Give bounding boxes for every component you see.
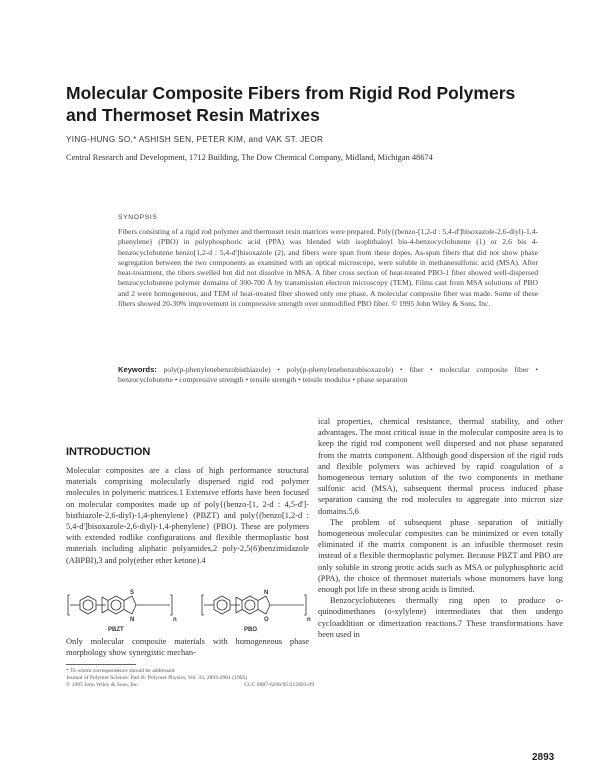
pbo-label: PBO — [244, 627, 258, 633]
pbzt-subscript: n — [173, 617, 177, 623]
pbzt-label: PBZT — [108, 627, 124, 633]
keywords-label: Keywords: — [118, 365, 157, 374]
pbo-nitrogen-atom: N — [264, 590, 269, 596]
footnote-copyright: © 1995 John Wiley & Sons, Inc. — [66, 682, 139, 689]
pbzt-nitrogen-atom: N — [130, 617, 135, 623]
footnote-divider — [66, 664, 136, 665]
footnotes — [66, 668, 314, 690]
intro-right-column — [318, 416, 563, 640]
intro-left-paragraph-2: Only molecular composite materials with homogeneous phase morphology show synergistic mechan- — [66, 637, 309, 658]
paper-title: Molecular Composite Fibers from Rigid Rod Polymers and Thermoset Resin Matrixes — [66, 83, 516, 125]
pbo-structure — [202, 595, 306, 615]
pbzt-sulfur-atom: S — [130, 590, 135, 596]
page-number: 2893 — [532, 752, 555, 763]
author-list: YING-HUNG SO,* ASHISH SEN, PETER KIM, and VAK ST. JEOR — [66, 135, 324, 144]
affiliation: Central Research and Development, 1712 Building, The Dow Chemical Company, Midland, Michigan 48674 — [66, 153, 433, 162]
pbzt-structure — [68, 595, 172, 615]
intro-left-paragraph: Molecular composites are a class of high performance structural materials comprising molecularly dispersed rigid rod polymer molecules in polymeric matrices.1 Extensive efforts have been focused on molecular composites made up of poly{(benzo-[1, 2-d : 4,5-d']-bisthiazole-2,6-diyl)-1,4-phenylene} (PBZT) and poly{(benzo[1,2-d : 5,4-d']bisoxazole-2,6-diyl)-1,4-phenylene} (PBO). These are polymers with extended rodlike configurations and flexible thermoplastic host materials including aliphatic polyamides,2 poly-2,5(6)benzimidazole (ABPBI),3 and poly(ether ether ketone).4 — [66, 466, 309, 565]
footnote-journal: Journal of Polymer Science: Part B: Polymer Physics, Vol. 33, 2893-2901 (1995) — [66, 675, 248, 682]
intro-right-paragraph-3: Benzocyclobutenes thermally ring open to produce o-quinodimethanes (o-xylylene) intermediates that then undergo cycloaddition or dimerization reactions.7 These transformations have been used in — [318, 596, 563, 639]
synopsis-text: Fibers consisting of a rigid rod polymer and thermoset resin matrices were prepared. Poly{(benzo-[1,2-d : 5,4-d']bisoxazole-2,6-diyl)-1,4-phenylene} (PBO) in polyphosphoric acid (PPA) was blended with isophthaloyl bis-4-benzocyclobutene (1) or 2,6 bis 4-benzocyclobutene benzo[1,2-d : 5,4-d']bisoxazole (2), and fibers were spun from these dopes. As-spun fibers that did not show phase segregation between the two components as examined with an optical microscope, were soluble in methanesulfonic acid (MSA). After heat-treatment, the tibers swelled but did not dissolve in MSA. A fiber cross section of heat-treated PBO-1 fiber showed well-dispersed benzocyclobutene polymer domains of 300-700 Å by transmission electron microscopy (TEM). Films cast from MSA solutions of PBO and 2 were homogeneous, and TEM of heat-treated fiber showed only one phase. A molecular composite fiber was made. Some of these fibers showed 20-30% improvement in compressive strength over unmodified PBO fiber. © 1995 John Wiley & Sons, Inc. — [118, 227, 538, 309]
intro-right-paragraph-2: The problem of subsequent phase separation of initially homogeneous molecular composites can be minimized or even totally eliminated if the matrix component is an infusible thermoset resin instead of a flexible thermoplastic polymer. Because PBZT and PBO are only soluble in strong protic acids such as MSA or polyphosphoric acid (PPA), the choice of thermoset materials whose monomers have long enough pot life in these strong acids is limited. — [318, 517, 563, 595]
footnote-correspondence: * To whom correspondence should be addressed. — [66, 668, 176, 674]
section-heading-introduction: INTRODUCTION — [66, 446, 151, 458]
intro-right-paragraph-1: ical properties, chemical resistance, thermal stability, and other advantages. The most critical issue in the molecular composite area is to keep the rigid rod component well dispersed and not phase separated from the matrix component. Although good dispersion of the rigid rods and flexible polymers was achieved by rapid coagulation of a homogeneous ternary solution of the two components in methane sulfonic acid (MSA), subsequent thermal process induced phase separation causing the rod molecules to aggregate into micron size domains.5,6 — [318, 417, 563, 516]
pbo-subscript: n — [307, 617, 311, 623]
footnote-ccc-code: CCC 0887-6266/95/212893-09 — [244, 682, 314, 689]
synopsis-heading: SYNOPSIS — [118, 214, 158, 221]
keywords — [118, 365, 538, 386]
keywords-list: poly(p-phenylenebenzobisthiazole) • poly(p-phenylenebenzobisoxazole) • fiber • molecular composite fiber • benzocyclobutene • compressive strength • tensile strength • tensile modulus • phase separation — [118, 365, 538, 385]
chemical-structures-figure — [66, 585, 311, 635]
pbo-oxygen-atom: O — [264, 617, 269, 623]
footnote-copyright-row — [66, 682, 314, 689]
